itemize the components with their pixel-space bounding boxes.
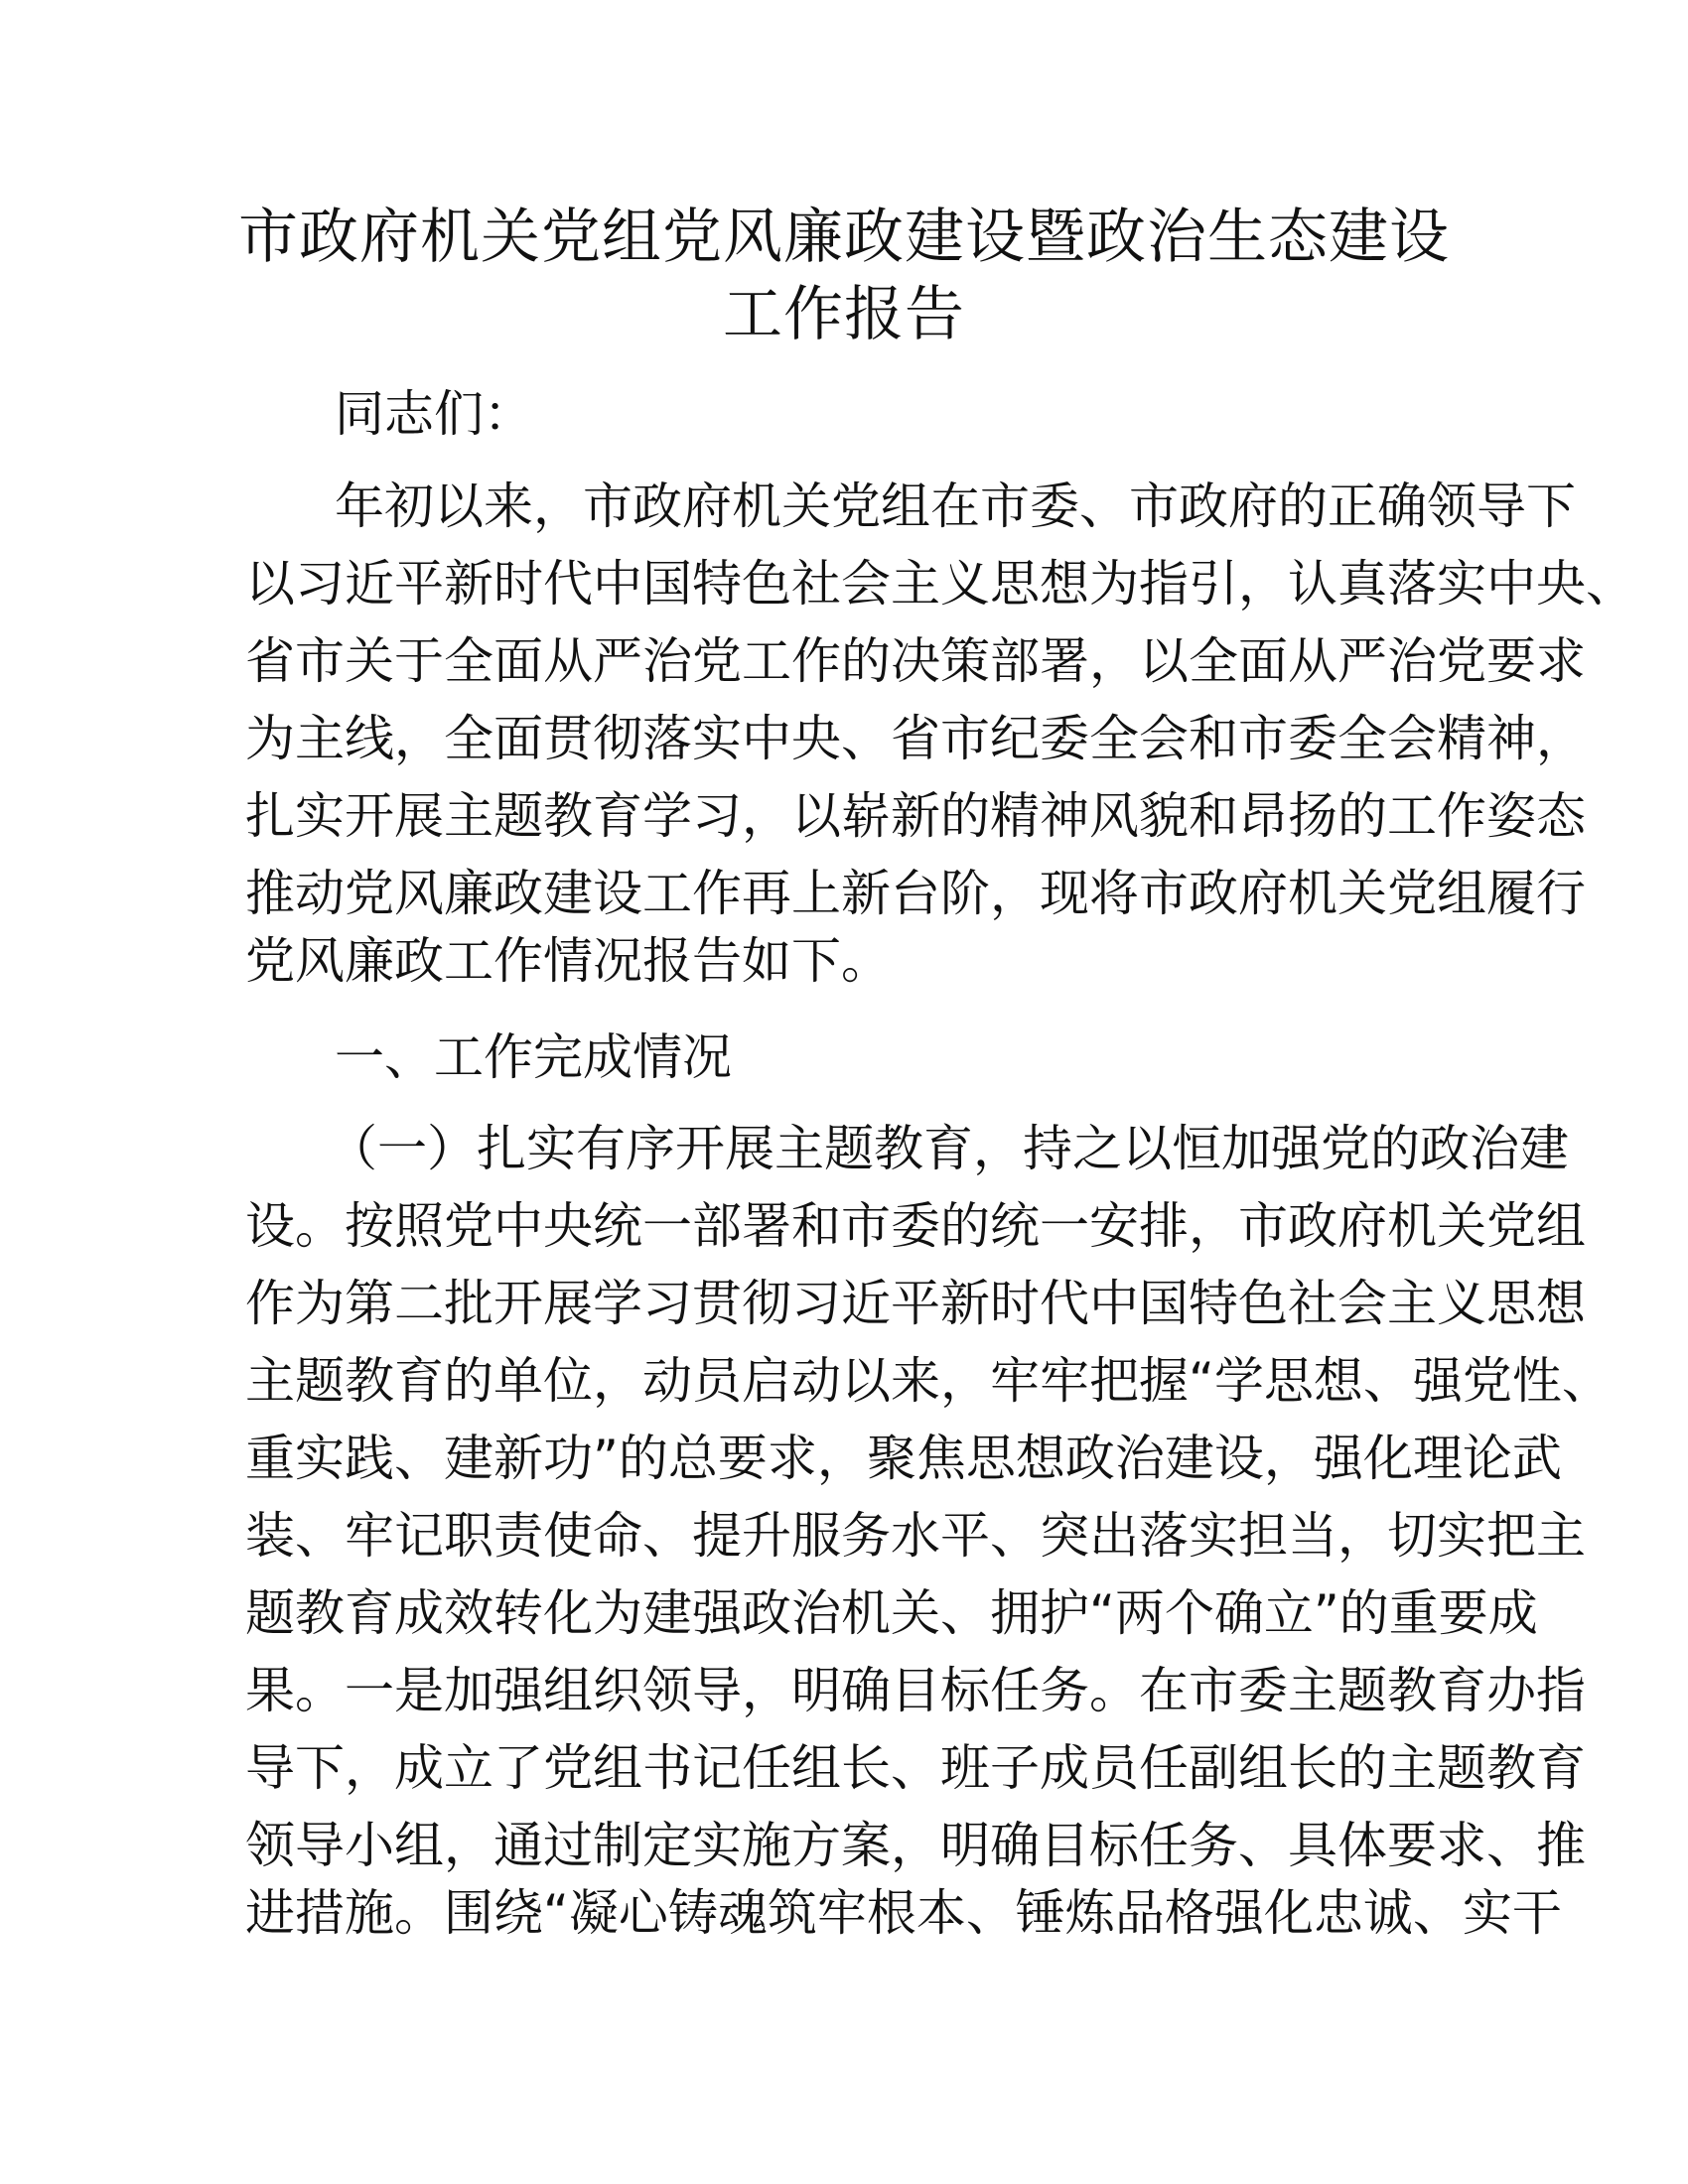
text-line: 导下，成立了党组书记任组长、班子成员任副组长的主题教育 [245,1739,1586,1797]
text-line: 省市关于全面从严治党工作的决策部署，以全面从严治党要求 [245,632,1586,690]
text-line: （一）扎实有序开展主题教育，持之以恒加强党的政治建 [328,1120,1569,1177]
text-line: 作为第二批开展学习贯彻习近平新时代中国特色社会主义思想 [245,1275,1586,1332]
text-line: 年初以来，市政府机关党组在市委、市政府的正确领导下 [335,478,1576,535]
text-line: 重实践、建新功”的总要求，聚焦思想政治建设，强化理论武 [245,1430,1562,1487]
document-title-line-1: 市政府机关党组党风廉政建设暨政治生态建设 [238,203,1450,272]
text-line: 推动党风廉政建设工作再上新台阶，现将市政府机关党组履行 [245,865,1586,922]
section-heading: 一、工作完成情况 [335,1028,732,1086]
text-line: 题教育成效转化为建强政治机关、拥护“两个确立”的重要成 [245,1584,1538,1642]
text-line: 果。一是加强组织领导，明确目标任务。在市委主题教育办指 [245,1662,1586,1719]
salutation: 同志们： [335,385,533,443]
text-line: 设。按照党中央统一部署和市委的统一安排，市政府机关党组 [245,1197,1586,1255]
text-line: 为主线，全面贯彻落实中央、省市纪委全会和市委全会精神， [245,710,1586,767]
text-line: 进措施。围绕“凝心铸魂筑牢根本、锤炼品格强化忠诚、实干 [245,1884,1562,1942]
text-line: 扎实开展主题教育学习，以崭新的精神风貌和昂扬的工作姿态 [245,787,1586,845]
text-line: 以习近平新时代中国特色社会主义思想为指引，认真落实中央、 [245,555,1635,613]
text-line: 主题教育的单位，动员启动以来，牢牢把握“学思想、强党性、 [245,1352,1612,1410]
text-line: 装、牢记职责使命、提升服务水平、突出落实担当，切实把主 [245,1507,1586,1565]
document-title-line-2: 工作报告 [723,280,965,349]
text-line: 领导小组，通过制定实施方案，明确目标任务、具体要求、推 [245,1817,1586,1874]
text-line: 党风廉政工作情况报告如下。 [245,932,891,990]
